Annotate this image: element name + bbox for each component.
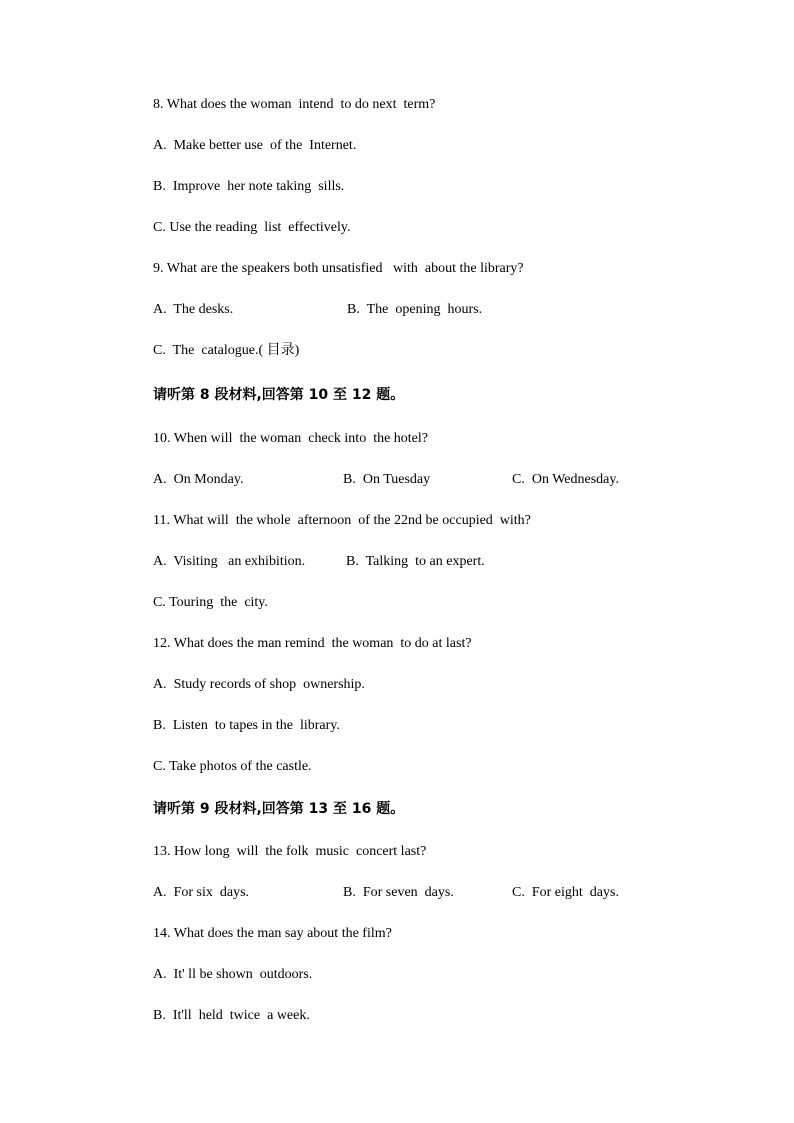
question-14-option-b: B. It'll held twice a week. xyxy=(153,1008,310,1023)
question-12: 12. What does the man remind the woman to do at last? xyxy=(153,636,472,651)
section-heading-8: 请听第 8 段材料,回答第 10 至 12 题。 xyxy=(153,387,405,403)
question-11: 11. What will the whole afternoon of the 22nd be occupied with? xyxy=(153,513,531,528)
question-9: 9. What are the speakers both unsatisfied with about the library? xyxy=(153,261,524,276)
question-10-option-b: B. On Tuesday xyxy=(343,472,431,487)
question-10-option-c: C. On Wednesday. xyxy=(512,472,619,487)
section-heading-9: 请听第 9 段材料,回答第 13 至 16 题。 xyxy=(153,801,405,817)
question-12-option-b: B. Listen to tapes in the library. xyxy=(153,718,340,733)
question-14: 14. What does the man say about the film? xyxy=(153,926,392,941)
question-13-option-a: A. For six days. xyxy=(153,885,250,900)
question-11-option-c: C. Touring the city. xyxy=(153,595,268,610)
question-10: 10. When will the woman check into the hotel? xyxy=(153,431,429,446)
question-11-option-b: B. Talking to an expert. xyxy=(346,554,485,569)
question-9-option-c: C. The catalogue.( 目录) xyxy=(153,343,300,358)
question-12-option-a: A. Study records of shop ownership. xyxy=(153,677,365,692)
question-11-option-a: A. Visiting an exhibition. xyxy=(153,554,306,569)
question-8-option-b: B. Improve her note taking sills. xyxy=(153,179,345,194)
question-12-option-c: C. Take photos of the castle. xyxy=(153,759,312,774)
question-10-option-a: A. On Monday. xyxy=(153,472,244,487)
question-13-option-b: B. For seven days. xyxy=(343,885,454,900)
question-8-option-a: A. Make better use of the Internet. xyxy=(153,138,357,153)
question-13-option-c: C. For eight days. xyxy=(512,885,619,900)
question-13: 13. How long will the folk music concert last? xyxy=(153,844,427,859)
question-9-option-b: B. The opening hours. xyxy=(347,302,483,317)
question-9-option-a: A. The desks. xyxy=(153,302,234,317)
question-8: 8. What does the woman intend to do next term? xyxy=(153,97,436,112)
question-8-option-c: C. Use the reading list effectively. xyxy=(153,220,351,235)
question-14-option-a: A. It' ll be shown outdoors. xyxy=(153,967,313,982)
